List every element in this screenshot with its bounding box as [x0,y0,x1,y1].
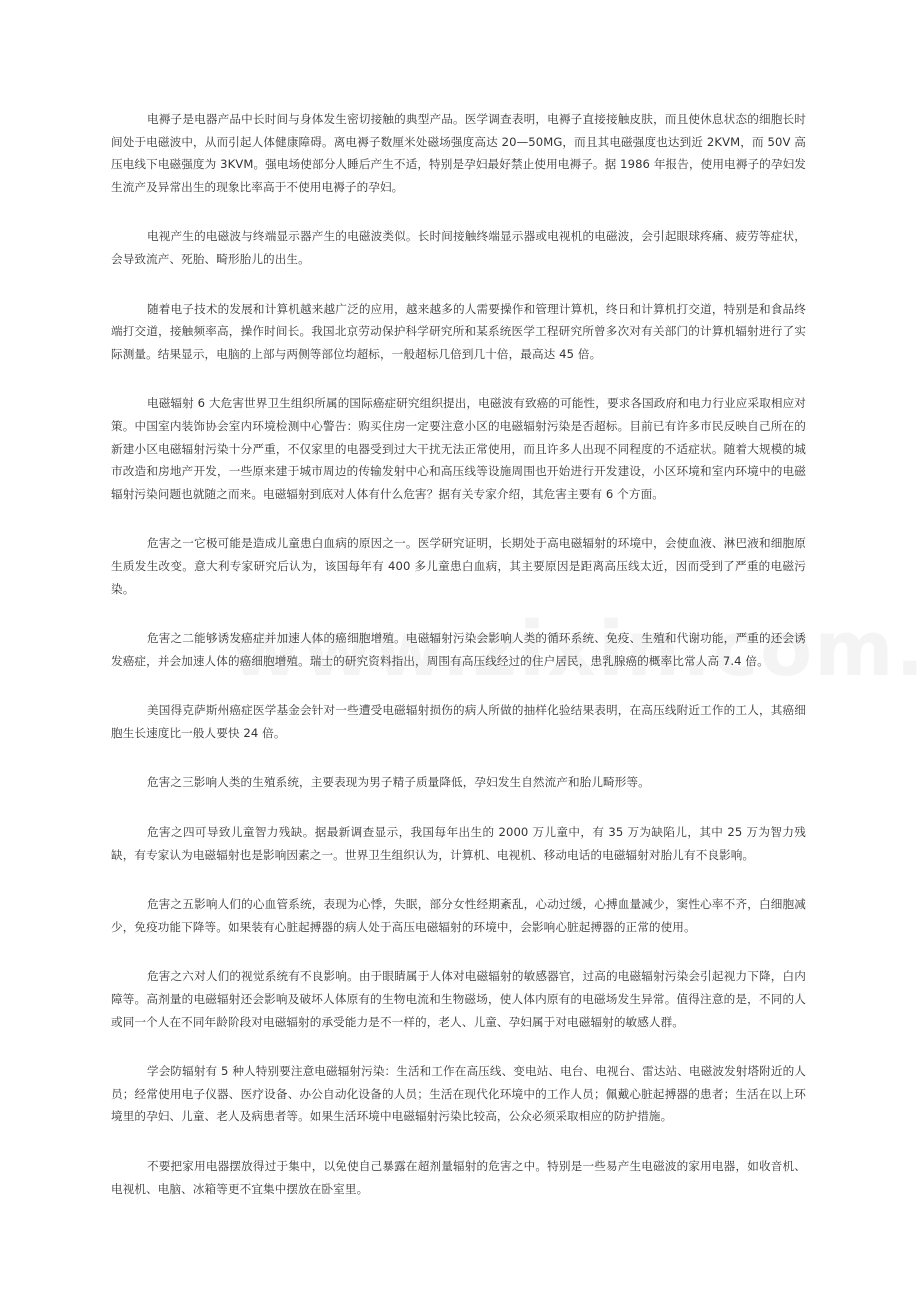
paragraph-six-hazards-intro: 电磁辐射 6 大危害世界卫生组织所属的国际癌症研究组织提出，电磁波有致癌的可能性，要求各国政府和电力行业应采取相应对策。中国室内装饰协会室内环境检测中心警告：购买住房一定要注意小区的电磁辐射污染是否超标。目前已有许多市民反映自己所在的新建小区电磁辐射污染十分严重，不仅家里的电器受到过大干扰无法正常使用，而且许多人出现不同程度的不适症状。随着大规模的城市改造和房地产开发，一些原来建于城市周边的传输发射中心和高压线等设施周围也开始进行开发建设，小区环境和室内环境中的电磁辐射污染问题也就随之而来。电磁辐射到底对人体有什么危害？据有关专家介绍，其危害主要有 6 个方面。 [111,396,806,501]
paragraph-hazard-five: 危害之五影响人们的心血管系统，表现为心悸，失眠，部分女性经期紊乱，心动过缓，心搏血量减少，窦性心率不齐，白细胞减少，免疫功能下降等。如果装有心脏起搏器的病人处于高压电磁辐射的环境中，会影响心脏起搏器的正常的使用。 [111,897,806,934]
paragraph-hazard-six: 危害之六对人们的视觉系统有不良影响。由于眼睛属于人体对电磁辐射的敏感器官，过高的电磁辐射污染会引起视力下降，白内障等。高剂量的电磁辐射还会影响及破坏人体原有的生物电流和生物磁场，使人体内原有的电磁场发生异常。值得注意的是，不同的人或同一个人在不同年龄阶段对电磁辐射的承受能力是不一样的，老人、儿童、孕妇属于对电磁辐射的敏感人群。 [111,969,806,1029]
paragraph-texas-study: 美国得克萨斯州癌症医学基金会针对一些遭受电磁辐射损伤的病人所做的抽样化验结果表明，在高压线附近工作的工人，其癌细胞生长速度比一般人要快 24 倍。 [111,703,806,740]
paragraph-hazard-one: 危害之一它极可能是造成儿童患白血病的原因之一。医学研究证明，长期处于高电磁辐射的环境中，会使血液、淋巴液和细胞原生质发生改变。意大利专家研究后认为，该国每年有 400 多儿童患白血病，其主要原因是距离高压线太近，因而受到了严重的电磁污染。 [111,536,806,596]
paragraph-television: 电视产生的电磁波与终端显示器产生的电磁波类似。长时间接触终端显示器或电视机的电磁波，会引起眼球疼痛、疲劳等症状，会导致流产、死胎、畸形胎儿的出生。 [111,229,806,266]
paragraph-hazard-four: 危害之四可导致儿童智力残缺。据最新调查显示，我国每年出生的 2000 万儿童中，有 35 万为缺陷儿，其中 25 万为智力残缺，有专家认为电磁辐射也是影响因素之一。世界卫生组织认为，计算机、电视机、移动电话的电磁辐射对胎儿有不良影响。 [111,825,806,862]
paragraph-computer: 随着电子技术的发展和计算机越来越广泛的应用，越来越多的人需要操作和管理计算机，终日和计算机打交道，特别是和食品终端打交道，接触频率高，操作时间长。我国北京劳动保护科学研究所和某系统医学工程研究所曾多次对有关部门的计算机辐射进行了实际测量。结果显示，电脑的上部与两侧等部位均超标，一般超标几倍到几十倍，最高达 45 倍。 [111,301,806,361]
paragraph-hazard-three: 危害之三影响人类的生殖系统，主要表现为男子精子质量降低，孕妇发生自然流产和胎儿畸形等。 [147,775,650,790]
paragraph-hazard-two: 危害之二能够诱发癌症并加速人体的癌细胞增殖。电磁辐射污染会影响人类的循环系统、免疫、生殖和代谢功能，严重的还会诱发癌症，并会加速人体的癌细胞增殖。瑞士的研究资料指出，周围有高压线经过的住户居民，患乳腺癌的概率比常人高 7.4 倍。 [111,631,806,668]
document-body [111,108,806,1227]
paragraph-appliance-placement: 不要把家用电器摆放得过于集中，以免使自己暴露在超剂量辐射的危害之中。特别是一些易产生电磁波的家用电器，如收音机、电视机、电脑、冰箱等更不宜集中摆放在卧室里。 [111,1159,806,1196]
paragraph-protection: 学会防辐射有 5 种人特别要注意电磁辐射污染：生活和工作在高压线、变电站、电台、电视台、雷达站、电磁波发射塔附近的人员；经常使用电子仪器、医疗设备、办公自动化设备的人员；生活在现代化环境中的工作人员；佩戴心脏起搏器的患者；生活在以上环境里的孕妇、儿童、老人及病患者等。如果生活环境中电磁辐射污染比较高，公众必须采取相应的防护措施。 [111,1064,806,1124]
paragraph-electric-blanket: 电褥子是电器产品中长时间与身体发生密切接触的典型产品。医学调查表明，电褥子直接接触皮肤，而且使休息状态的细胞长时间处于电磁波中，从而引起人体健康障碍。离电褥子数厘米处磁场强度高达 20—50MG，而且其电磁强度也达到近 2KVM，而 50V 高压电线下电磁强度为 3KVM。强电场使部分人睡后产生不适，特别是孕妇最好禁止使用电褥子。据 1986 年报告，使用电褥子的孕妇发生流产及异常出生的现象比率高于不使用电褥子的孕妇。 [111,112,806,194]
